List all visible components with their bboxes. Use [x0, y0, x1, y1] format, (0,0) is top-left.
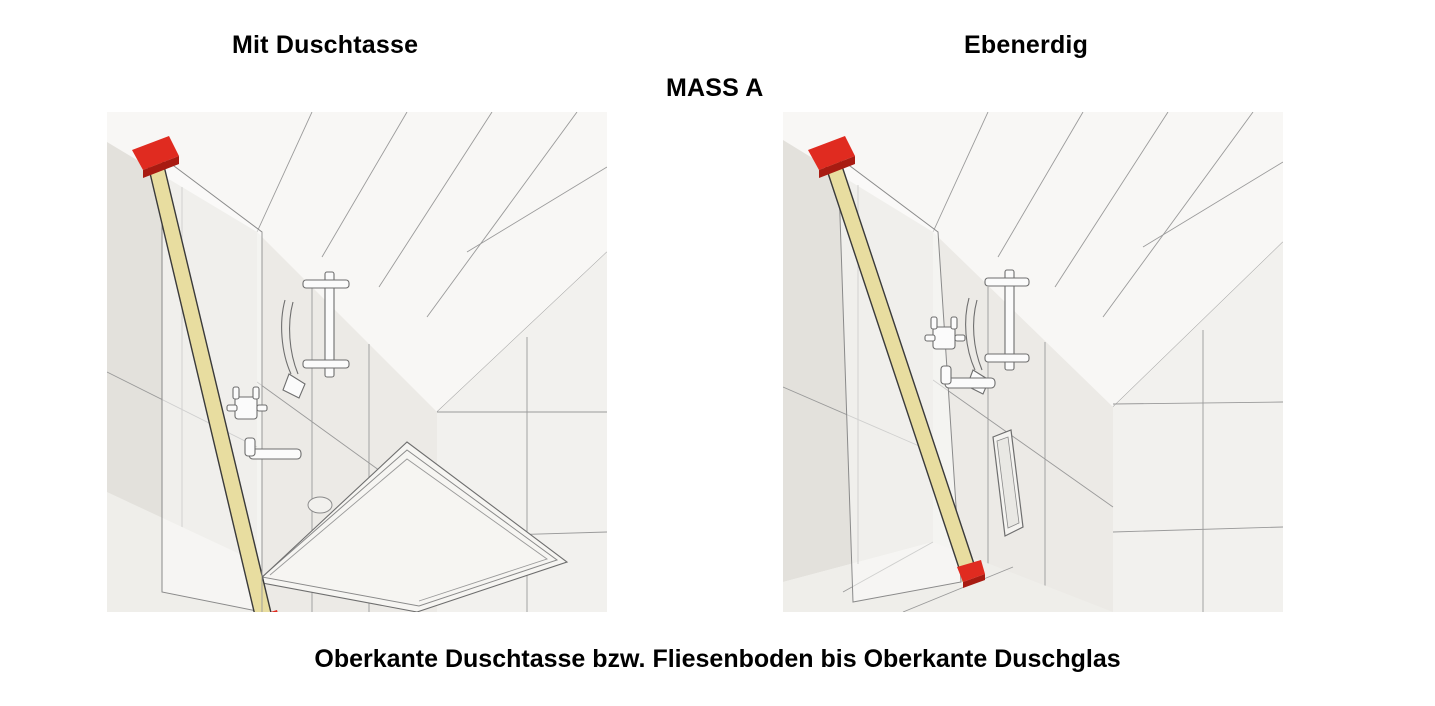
illustration-mit-duschtasse [107, 112, 607, 612]
measure-label: MASS A [666, 74, 764, 102]
figure-caption: Oberkante Duschtasse bzw. Fliesenboden bis Oberkante Duschglas [314, 645, 1121, 673]
illustration-ebenerdig [783, 112, 1283, 612]
panel-title-right: Ebenerdig [964, 31, 1089, 59]
panel-title-left: Mit Duschtasse [232, 31, 419, 59]
